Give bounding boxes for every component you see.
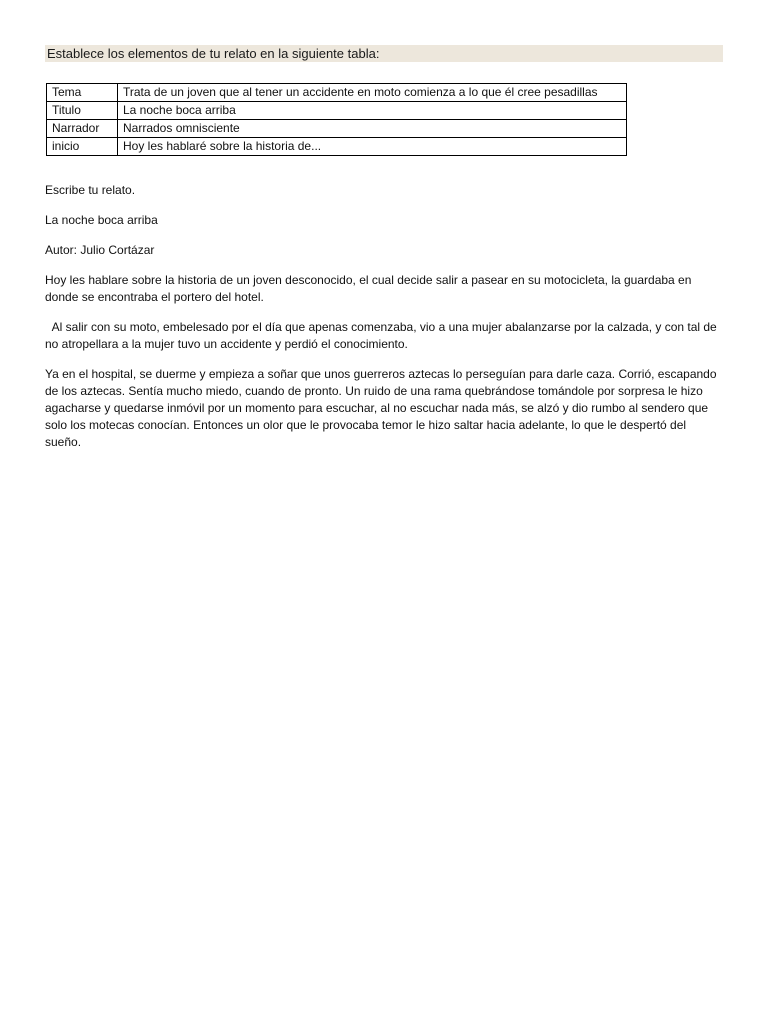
table-cell-value: La noche boca arriba [118,102,627,120]
table-row [47,138,627,156]
table-row [47,120,627,138]
table-cell-value: Trata de un joven que al tener un accidente en moto comienza a lo que él cree pesadillas [118,84,627,102]
table-cell-value: Narrados omnisciente [118,120,627,138]
story-paragraph: Al salir con su moto, embelesado por el día que apenas comenzaba, vio a una mujer abalanzarse por la calzada, y con tal de no atropellara a la mujer tuvo un accidente y perdió el conocimiento. [45,320,717,351]
table-cell-label: inicio [47,138,118,156]
story-paragraph: Hoy les hablare sobre la historia de un joven desconocido, el cual decide salir a pasear en su motocicleta, la guardaba en donde se encontraba el portero del hotel. [45,273,692,304]
table-cell-label: Titulo [47,102,118,120]
instruction-heading: Establece los elementos de tu relato en la siguiente tabla: [45,45,723,62]
story-elements-table [46,83,627,156]
table-cell-label: Tema [47,84,118,102]
writing-prompt: Escribe tu relato. [45,183,136,197]
story-section [45,182,725,464]
table-row [47,102,627,120]
table-cell-value: Hoy les hablaré sobre la historia de... [118,138,627,156]
story-paragraph: Ya en el hospital, se duerme y empieza a soñar que unos guerreros aztecas lo perseguían para darle caza. Corrió, escapando de los aztecas. Sentía mucho miedo, cuando de pronto. Un ruido de una rama quebrándose tomándole por sorpresa le hizo agacharse y quedarse inmóvil por un momento para escuchar, al no escuchar nada más, se alzó y dio rumbo al sendero que solo los motecas conocían. Entonces un olor que le provocaba temor le hizo saltar hacia adelante, lo que le despertó del sueño. [45,367,717,449]
table-row [47,84,627,102]
table-cell-label: Narrador [47,120,118,138]
story-author: Autor: Julio Cortázar [45,243,155,257]
story-title: La noche boca arriba [45,213,158,227]
